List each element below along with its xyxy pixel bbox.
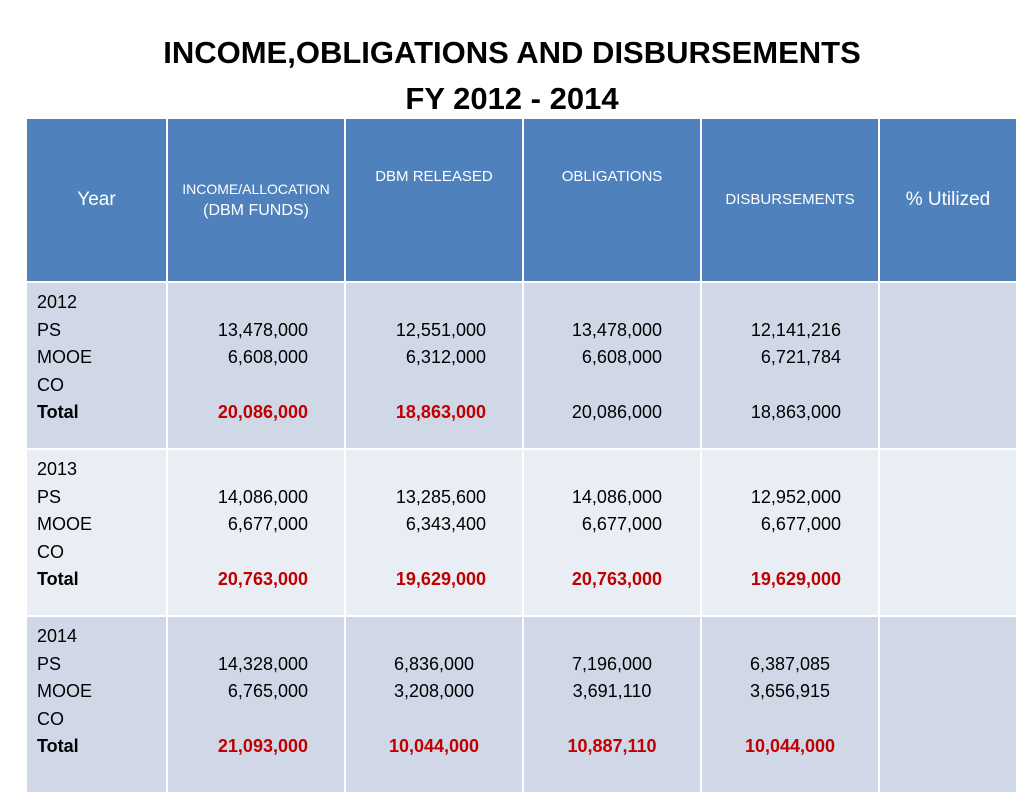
income-mooe: 6,608,000 <box>227 347 308 368</box>
ps-label: PS <box>37 486 62 507</box>
mooe-label: MOOE <box>37 514 93 535</box>
year-cell <box>26 449 167 616</box>
ps-label: PS <box>37 653 62 674</box>
disbursements-cell <box>701 449 879 616</box>
dbm-mooe: 6,343,400 <box>405 514 486 535</box>
dbm-ps: 12,551,000 <box>395 319 486 340</box>
dbm-ps: 6,836,000 <box>393 653 475 674</box>
obligations-ps: 13,478,000 <box>571 319 662 340</box>
table-row <box>26 449 1017 616</box>
financial-table <box>25 117 1018 794</box>
obligations-mooe: 6,608,000 <box>581 347 662 368</box>
disbursements-mooe: 6,721,784 <box>760 347 841 368</box>
disbursements-ps: 12,952,000 <box>750 486 841 507</box>
obligations-total: 20,763,000 <box>571 569 662 590</box>
dbm-total: 18,863,000 <box>395 402 486 423</box>
utilized-cell <box>879 449 1017 616</box>
header-utilized: % Utilized <box>879 118 1017 282</box>
table-row <box>26 282 1017 449</box>
total-label: Total <box>37 402 79 423</box>
income-cell <box>167 449 345 616</box>
obligations-cell <box>523 616 701 793</box>
obligations-mooe: 6,677,000 <box>581 514 662 535</box>
title-line-1: INCOME,OBLIGATIONS AND DISBURSEMENTS <box>163 35 861 70</box>
ps-label: PS <box>37 319 62 340</box>
year-cell <box>26 616 167 793</box>
co-label: CO <box>37 541 64 562</box>
dbm-mooe: 3,208,000 <box>393 681 475 702</box>
dbm-ps: 13,285,600 <box>395 486 486 507</box>
year-cell <box>26 282 167 449</box>
total-label: Total <box>37 569 79 590</box>
title-line-2: FY 2012 - 2014 <box>405 81 619 116</box>
income-cell <box>167 282 345 449</box>
obligations-cell <box>523 449 701 616</box>
disbursements-total: 19,629,000 <box>750 569 841 590</box>
income-mooe: 6,677,000 <box>227 514 308 535</box>
co-label: CO <box>37 708 64 729</box>
income-total: 20,086,000 <box>217 402 308 423</box>
total-label: Total <box>37 736 79 757</box>
header-income-bottom: (DBM FUNDS) <box>203 202 309 219</box>
dbm-total: 10,044,000 <box>388 736 480 757</box>
year-label: 2013 <box>37 459 78 479</box>
utilized-cell <box>879 616 1017 793</box>
disbursements-mooe: 3,656,915 <box>749 681 831 702</box>
disbursements-cell <box>701 616 879 793</box>
year-label: 2014 <box>37 626 78 646</box>
income-total: 20,763,000 <box>217 569 308 590</box>
disbursements-cell <box>701 282 879 449</box>
year-label: 2012 <box>37 292 78 312</box>
utilized-cell <box>879 282 1017 449</box>
income-cell <box>167 616 345 793</box>
income-ps: 13,478,000 <box>217 319 308 340</box>
header-disbursements: DISBURSEMENTS <box>701 118 879 282</box>
header-income <box>167 118 345 282</box>
disbursements-total: 18,863,000 <box>750 402 841 423</box>
header-year: Year <box>26 118 167 282</box>
obligations-total: 10,887,110 <box>567 736 657 757</box>
obligations-total: 20,086,000 <box>571 402 662 423</box>
mooe-label: MOOE <box>37 347 93 368</box>
disbursements-mooe: 6,677,000 <box>760 514 841 535</box>
disbursements-total: 10,044,000 <box>744 736 836 757</box>
obligations-ps: 14,086,000 <box>571 486 662 507</box>
header-obligations: OBLIGATIONS <box>523 118 701 282</box>
income-ps: 14,328,000 <box>217 653 308 674</box>
mooe-label: MOOE <box>37 681 93 702</box>
disbursements-ps: 12,141,216 <box>750 319 841 340</box>
dbm-total: 19,629,000 <box>395 569 486 590</box>
income-total: 21,093,000 <box>217 736 308 757</box>
disbursements-ps: 6,387,085 <box>749 653 831 674</box>
header-income-top: INCOME/ALLOCATION <box>182 181 330 197</box>
income-mooe: 6,765,000 <box>227 681 308 702</box>
dbm-cell <box>345 282 523 449</box>
obligations-cell <box>523 282 701 449</box>
header-dbm-released: DBM RELEASED <box>345 118 523 282</box>
co-label: CO <box>37 374 64 395</box>
dbm-cell <box>345 449 523 616</box>
table-row <box>26 616 1017 793</box>
table-header-row <box>26 118 1017 282</box>
page-title <box>0 30 1024 122</box>
dbm-cell <box>345 616 523 793</box>
income-ps: 14,086,000 <box>217 486 308 507</box>
obligations-mooe: 3,691,110 <box>572 681 652 702</box>
dbm-mooe: 6,312,000 <box>405 347 486 368</box>
obligations-ps: 7,196,000 <box>571 653 653 674</box>
